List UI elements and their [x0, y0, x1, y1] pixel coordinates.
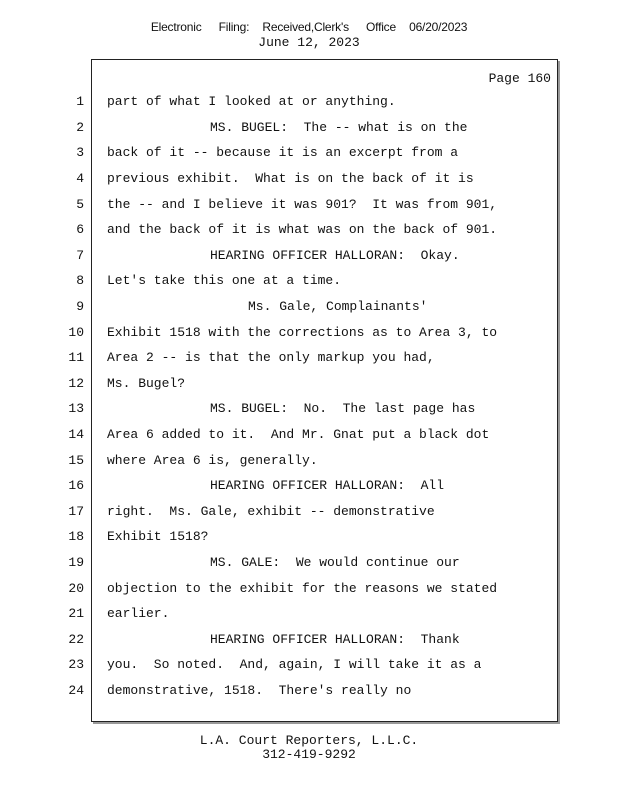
line-number: 18: [68, 529, 84, 544]
line-text: HEARING OFFICER HALLORAN: Okay.: [210, 248, 460, 263]
transcript-line: [0, 604, 618, 624]
line-number: 16: [68, 478, 84, 493]
transcript-line: [0, 579, 618, 599]
line-text: previous exhibit. What is on the back of it is: [107, 171, 474, 186]
line-number: 15: [68, 453, 84, 468]
transcript-line: [0, 323, 618, 343]
line-number: 20: [68, 581, 84, 596]
line-text: Ms. Gale, Complainants': [248, 299, 428, 314]
transcript-line: [0, 399, 618, 419]
line-text: Let's take this one at a time.: [107, 273, 342, 288]
line-text: objection to the exhibit for the reasons we stated: [107, 581, 498, 596]
line-number: 23: [68, 657, 84, 672]
transcript-line: [0, 451, 618, 471]
transcript-line: [0, 630, 618, 650]
line-text: MS. BUGEL: The -- what is on the: [210, 120, 468, 135]
transcript-line: [0, 348, 618, 368]
transcript-line: [0, 92, 618, 112]
line-text: part of what I looked at or anything.: [107, 94, 396, 109]
filing-stamp: [0, 20, 618, 34]
line-number: 13: [68, 401, 84, 416]
transcript-line: [0, 118, 618, 138]
line-number: 10: [68, 325, 84, 340]
page-number: Page 160: [488, 71, 551, 86]
line-text: demonstrative, 1518. There's really no: [107, 683, 412, 698]
line-number: 9: [76, 299, 84, 314]
line-number: 3: [76, 145, 84, 160]
stamp-filing: Filing:: [218, 20, 250, 34]
line-number: 8: [76, 273, 84, 288]
transcript-line: [0, 297, 618, 317]
line-number: 19: [68, 555, 84, 570]
transcript-line: [0, 527, 618, 547]
line-text: Area 6 added to it. And Mr. Gnat put a black dot: [107, 427, 490, 442]
transcript-line: [0, 195, 618, 215]
line-number: 21: [68, 606, 84, 621]
line-text: earlier.: [107, 606, 170, 621]
line-number: 24: [68, 683, 84, 698]
line-text: and the back of it is what was on the back of 901.: [107, 222, 498, 237]
transcript-line: [0, 246, 618, 266]
footer-company: L.A. Court Reporters, L.L.C.: [199, 733, 419, 748]
transcript-line: [0, 220, 618, 240]
stamp-office: Office: [366, 20, 396, 34]
header-date: June 12, 2023: [258, 35, 360, 50]
stamp-date: 06/20/2023: [409, 20, 468, 34]
line-text: MS. GALE: We would continue our: [210, 555, 460, 570]
line-text: Exhibit 1518 with the corrections as to Area 3, to: [107, 325, 498, 340]
line-number: 22: [68, 632, 84, 647]
transcript-line: [0, 681, 618, 701]
line-number: 1: [76, 94, 84, 109]
line-number: 7: [76, 248, 84, 263]
transcript-line: [0, 143, 618, 163]
line-text: Area 2 -- is that the only markup you had,: [107, 350, 435, 365]
transcript-line: [0, 271, 618, 291]
line-text: the -- and I believe it was 901? It was from 901,: [107, 197, 498, 212]
line-text: where Area 6 is, generally.: [107, 453, 318, 468]
transcript-line: [0, 553, 618, 573]
transcript-line: [0, 425, 618, 445]
footer-phone: 312-419-9292: [262, 747, 356, 762]
line-number: 11: [68, 350, 84, 365]
line-text: Ms. Bugel?: [107, 376, 186, 391]
line-text: MS. BUGEL: No. The last page has: [210, 401, 476, 416]
line-text: HEARING OFFICER HALLORAN: Thank: [210, 632, 460, 647]
transcript-line: [0, 655, 618, 675]
line-number: 4: [76, 171, 84, 186]
transcript-line: [0, 169, 618, 189]
line-text: Exhibit 1518?: [107, 529, 209, 544]
line-text: right. Ms. Gale, exhibit -- demonstrative: [107, 504, 435, 519]
line-number: 14: [68, 427, 84, 442]
transcript-line: [0, 374, 618, 394]
stamp-received: Received,Clerk's: [262, 20, 349, 34]
line-text: you. So noted. And, again, I will take it as a: [107, 657, 482, 672]
line-text: back of it -- because it is an excerpt from a: [107, 145, 459, 160]
stamp-electronic: Electronic: [150, 20, 202, 34]
transcript-line: [0, 476, 618, 496]
line-number: 5: [76, 197, 84, 212]
line-number: 17: [68, 504, 84, 519]
line-text: HEARING OFFICER HALLORAN: All: [210, 478, 445, 493]
line-number: 2: [76, 120, 84, 135]
line-number: 12: [68, 376, 84, 391]
transcript-line: [0, 502, 618, 522]
line-number: 6: [76, 222, 84, 237]
